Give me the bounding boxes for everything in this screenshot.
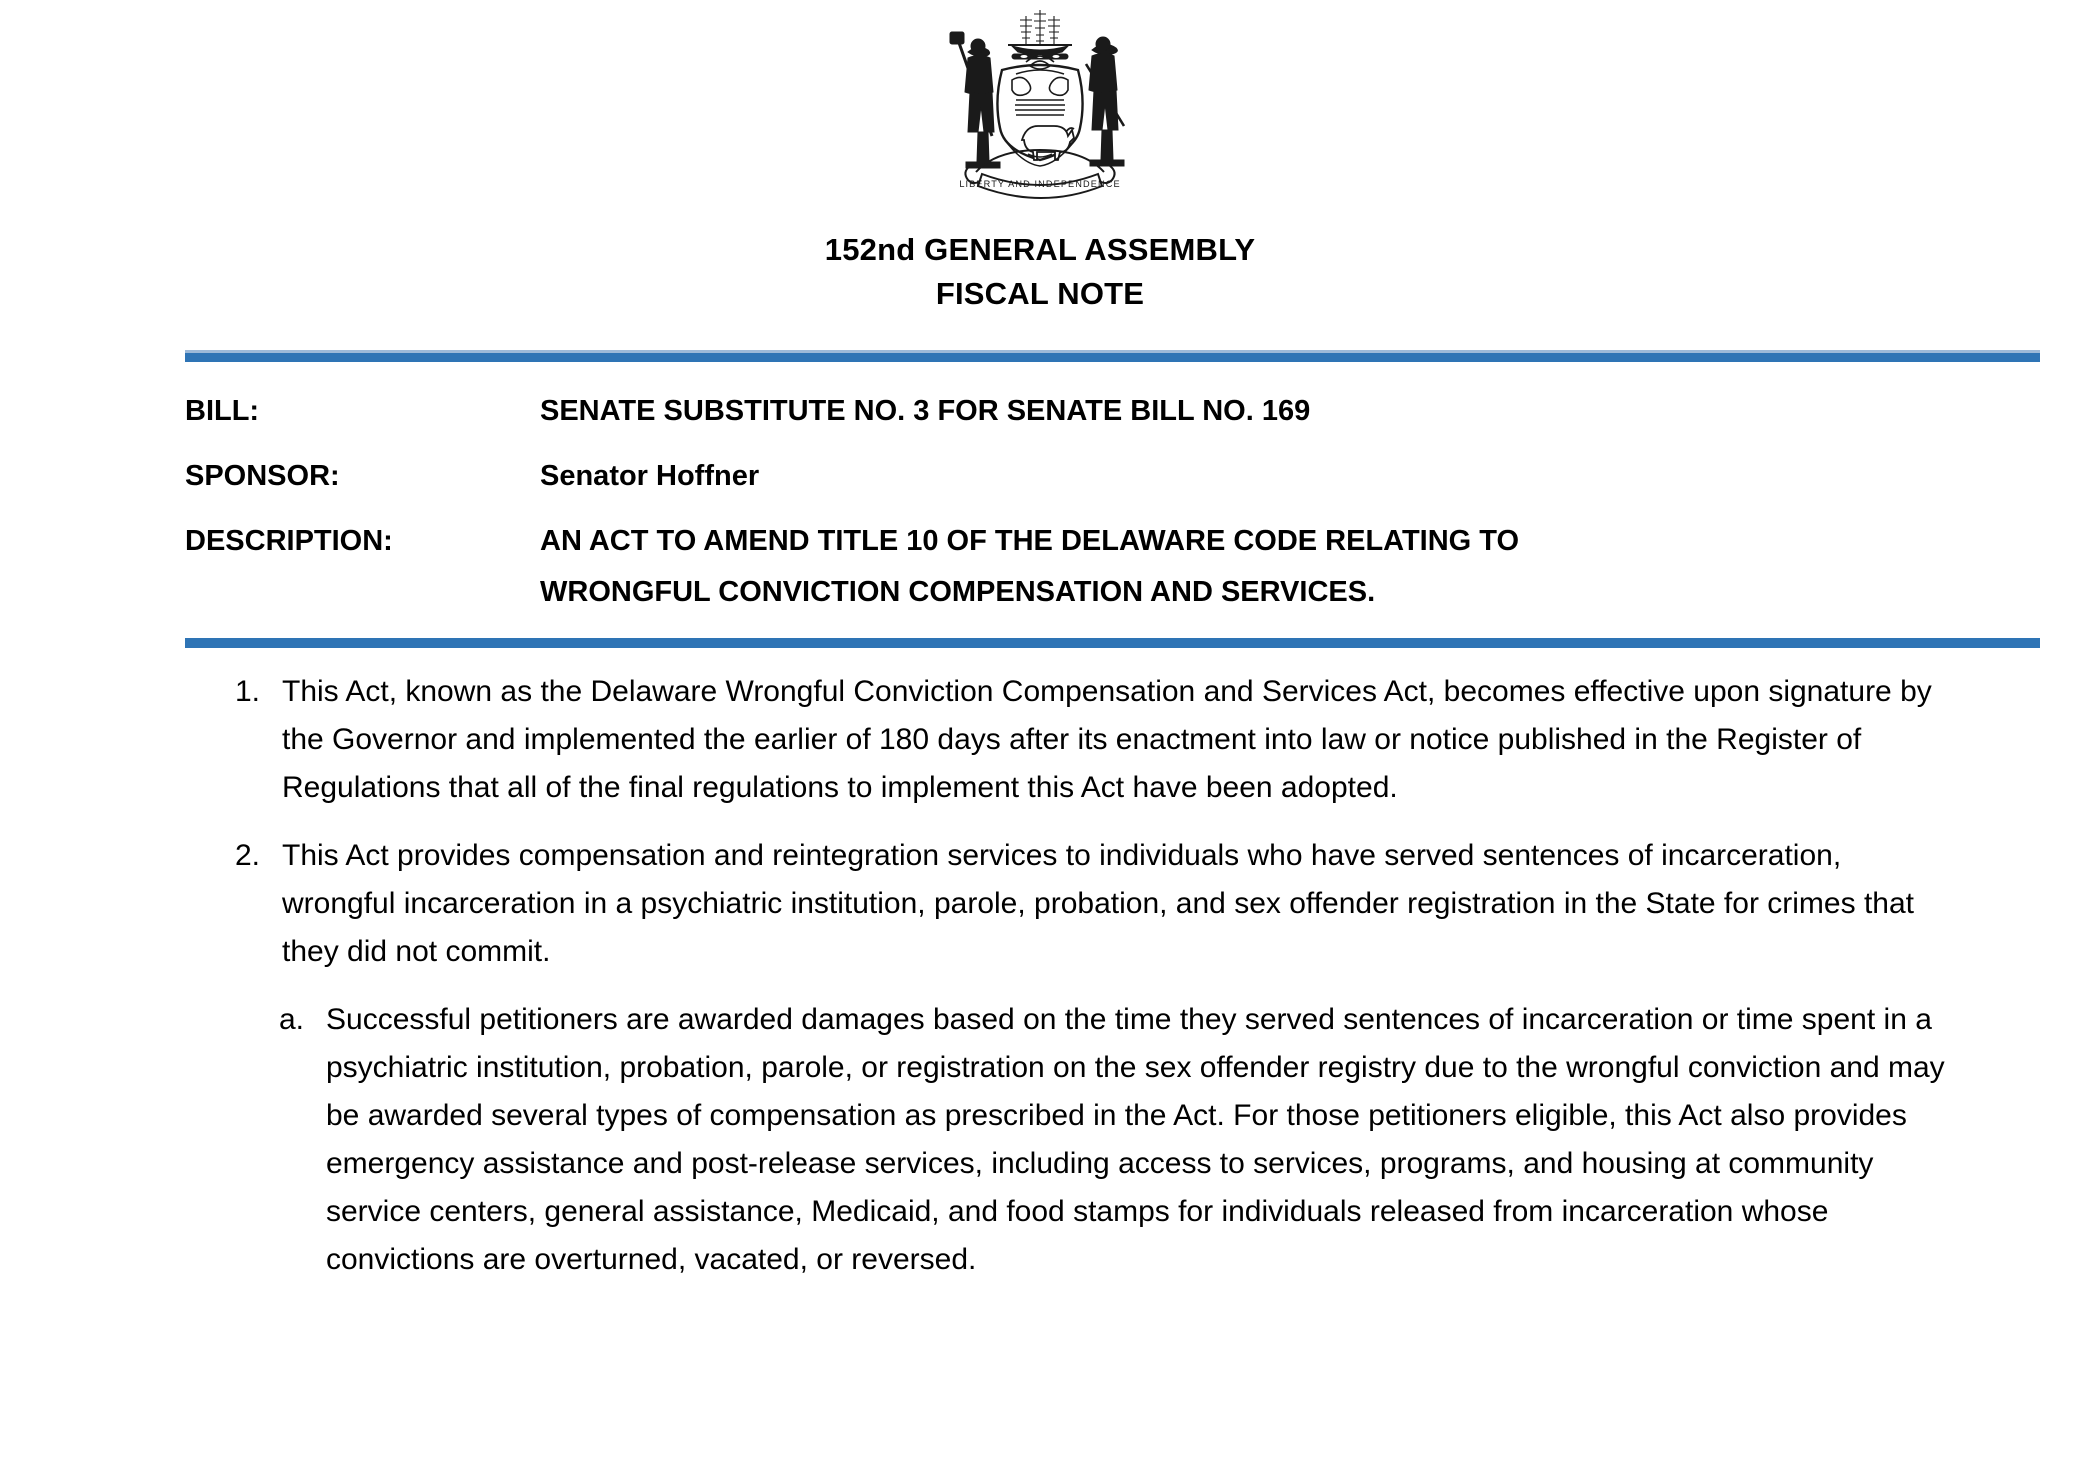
- list-item: [0, 832, 2080, 976]
- list-item: [0, 996, 2080, 1284]
- sponsor-label: SPONSOR:: [185, 460, 340, 492]
- description-value-line-1: AN ACT TO AMEND TITLE 10 OF THE DELAWARE CODE RELATING TO: [540, 525, 1520, 557]
- list-item-text: This Act provides compensation and reintegration services to individuals who have served sentences of incarceration, wrongful incarceration in a psychiatric institution, parole, probation, and sex offender registration in the State for crimes that they did not commit.: [282, 839, 1914, 968]
- sponsor-value: Senator Hoffner: [540, 460, 760, 492]
- list-item-marker: 1.: [234, 675, 260, 708]
- general-assembly-title: 152nd GENERAL ASSEMBLY: [824, 232, 1256, 267]
- seal-container: [0, 0, 2080, 208]
- list-item: [0, 668, 2080, 812]
- list-item-marker: a.: [278, 1003, 304, 1036]
- delaware-state-seal-icon: [916, 4, 1164, 204]
- seal-motto-text: LIBERTY AND INDEPENDENCE: [959, 179, 1121, 189]
- list-item-text: This Act, known as the Delaware Wrongful Conviction Compensation and Services Act, becomes effective upon signature by the Governor and implemented the earlier of 180 days after its enactment into law or notice published in the Register of Regulations that all of the final regulations to implement this Act have been adopted.: [282, 675, 1932, 804]
- description-label: DESCRIPTION:: [185, 525, 393, 557]
- header-divider-bottom: [185, 638, 2040, 648]
- description-row: [0, 516, 2080, 618]
- list-item-text: Successful petitioners are awarded damages based on the time they served sentences of incarceration or time spent in a psychiatric institution, probation, parole, or registration on the sex offender registry due to the wrongful conviction and may be awarded several types of compensation as prescribed in the Act. For those petitioners eligible, this Act also provides emergency assistance and post-release services, including access to services, programs, and housing at community service centers, general assistance, Medicaid, and food stamps for individuals released from incarceration whose convictions are overturned, vacated, or reversed.: [326, 1003, 1945, 1276]
- bill-value: SENATE SUBSTITUTE NO. 3 FOR SENATE BILL NO. 169: [540, 395, 1311, 427]
- bill-row: [0, 386, 2080, 437]
- header-divider-top: [185, 350, 2040, 362]
- description-value: [540, 516, 1519, 618]
- fiscal-note-body: [0, 648, 2080, 1284]
- description-value-line-2: WRONGFUL CONVICTION COMPENSATION AND SERVICES.: [540, 576, 1376, 608]
- document-title-block: [0, 228, 2080, 316]
- fiscal-note-subtitle: FISCAL NOTE: [935, 276, 1145, 311]
- sponsor-row: [0, 451, 2080, 502]
- list-item-marker: 2.: [234, 839, 260, 872]
- bill-metadata: [0, 362, 2080, 638]
- bill-label: BILL:: [185, 395, 260, 427]
